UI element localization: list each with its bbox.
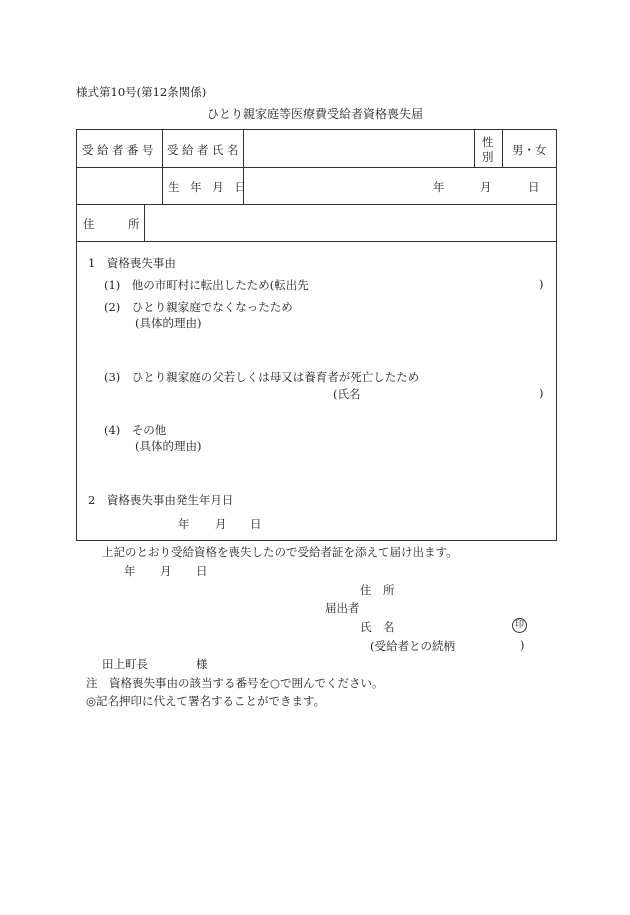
reason-date-month: 月 [215, 517, 227, 531]
addressee: 田上町長 [102, 657, 148, 671]
reason-item-4-detail: (具体的理由) [135, 439, 202, 453]
reason-date-year: 年 [178, 517, 190, 531]
reason-item-3[interactable]: (3) ひとり親家庭の父若しくは母又は養育者が死亡したため [104, 370, 420, 384]
reason-item-2[interactable]: (2) ひとり親家庭でなくなったため [104, 300, 293, 314]
recipient-name-label: 受給者氏名 [167, 143, 242, 157]
birth-year-label: 年 [433, 180, 445, 194]
gender-label-bottom: 別 [482, 150, 494, 164]
reason-item-1-close: ) [539, 277, 544, 291]
gender-options[interactable]: 男・女 [512, 143, 547, 157]
row-divider [77, 241, 556, 242]
applicant-address-label: 住 所 [360, 583, 395, 597]
applicant-name-label: 氏 名 [360, 620, 395, 634]
relation-close: ) [520, 638, 525, 652]
reason-item-2-detail: (具体的理由) [135, 316, 202, 330]
recipient-number-label: 受給者番号 [82, 143, 157, 157]
note-1: 注 資格喪失事由の該当する番号を○で囲んでください。 [86, 676, 384, 690]
recipient-number-field[interactable] [77, 168, 161, 203]
reasons-heading: 1 資格喪失事由 [88, 256, 176, 270]
declaration-statement: 上記のとおり受給資格を喪失したので受給者証を添えて届け出ます。 [102, 545, 458, 559]
submit-year: 年 [124, 564, 136, 578]
honorific: 様 [196, 657, 208, 671]
gender-label-top: 性 [482, 135, 494, 149]
col-divider [162, 130, 163, 204]
col-divider [474, 130, 475, 167]
reason-item-3-close: ) [539, 386, 544, 400]
reason-date-heading: 2 資格喪失事由発生年月日 [88, 493, 234, 507]
submit-month: 月 [160, 564, 172, 578]
birthdate-field[interactable] [244, 168, 555, 203]
address-label-2: 所 [128, 217, 140, 231]
note-2: ◎記名押印に代えて署名することができます。 [86, 694, 326, 708]
reason-item-4[interactable]: (4) その他 [104, 423, 167, 437]
form-table [76, 129, 557, 541]
birth-month-label: 月 [480, 180, 492, 194]
recipient-name-field[interactable] [244, 131, 473, 166]
form-number: 様式第10号(第12条関係) [76, 85, 207, 99]
reason-item-1[interactable]: (1) 他の市町村に転出したため(転出先 [104, 278, 309, 292]
birth-day-label: 日 [528, 180, 540, 194]
relation-label: (受給者との続柄 [370, 639, 455, 653]
reason-item-3-name: (氏名 [333, 387, 361, 401]
notifier-label: 届出者 [325, 601, 360, 615]
form-title: ひとり親家庭等医療費受給者資格喪失届 [207, 107, 424, 121]
birthdate-label: 生 年 月 日 [168, 180, 250, 194]
address-field[interactable] [145, 205, 555, 240]
address-label-1: 住 [83, 217, 95, 231]
reason-date-day: 日 [250, 517, 262, 531]
seal-icon: 印 [512, 618, 527, 633]
submit-day: 日 [196, 564, 208, 578]
col-divider [502, 130, 503, 167]
